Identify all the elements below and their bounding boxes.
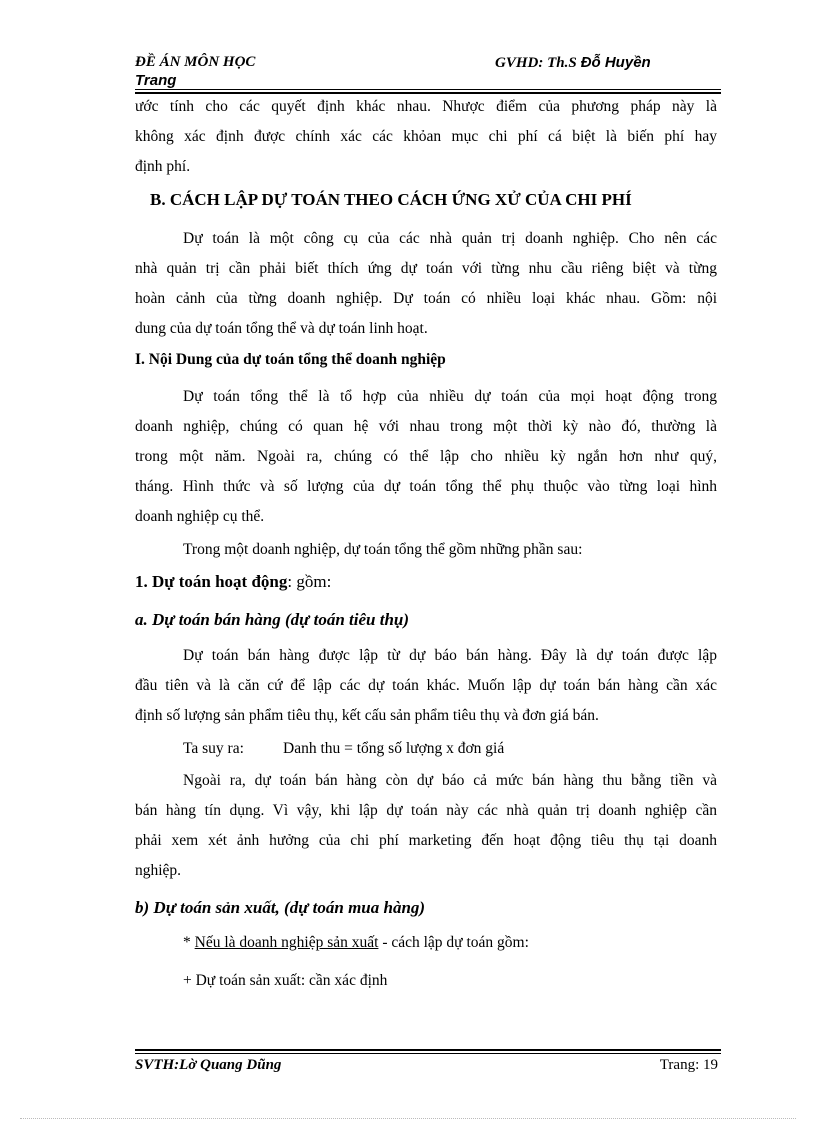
section-b-title: B. CÁCH LẬP DỰ TOÁN THEO CÁCH ỨNG XỬ CỦA CHI PHÍ — [150, 190, 632, 209]
header-advisor-name: Đỗ Huyền — [580, 54, 651, 71]
section-i-title: I. Nội Dung của dự toán tổng thể doanh nghiệp — [135, 351, 446, 368]
bullet-plus: + Dự toán sản xuất: cần xác định — [183, 972, 388, 989]
formula: Danh thu = tổng số lượng x đơn giá — [283, 740, 505, 757]
para-b-line-4: dung của dự toán tổng thể và dự toán linh hoạt. — [135, 320, 428, 337]
para-b-line-1: Dự toán là một công cụ của các nhà quản trị doanh nghiệp. Cho nên các — [183, 230, 717, 247]
intro-line-3: định phí. — [135, 158, 191, 175]
para-a2-line-2: bán hàng tín dụng. Vì vậy, khi lập dự toán này các nhà quản trị doanh nghiệp cần — [135, 802, 717, 819]
intro-line-2: không xác định được chính xác các khỏan mục chi phí cá biệt là biến phí hay — [135, 128, 717, 145]
page-bottom-dotted-border — [20, 1118, 796, 1119]
footer-student: SVTH:Lờ Quang Dũng — [135, 1057, 282, 1073]
para-i-line-1: Dự toán tổng thể là tổ hợp của nhiều dự toán của mọi hoạt động trong — [183, 388, 717, 405]
para-a2-line-4: nghiệp. — [135, 862, 182, 879]
header-advisor — [495, 54, 651, 72]
header-rule-thin — [135, 89, 721, 90]
para-a2-line-3: phải xem xét ảnh hưởng của chi phí marketing đến hoạt động tiêu thụ tại doanh — [135, 832, 717, 849]
para-i-line-5: doanh nghiệp cụ thể. — [135, 508, 265, 525]
bullet-star-underlined: Nếu là doanh nghiệp sản xuất — [194, 934, 379, 951]
section-1-title-bold: 1. Dự toán hoạt động — [135, 572, 288, 591]
para-i-line-3: trong một năm. Ngoài ra, chúng có thể lập cho nhiều kỳ ngắn hơn như quý, — [135, 448, 717, 465]
bullet-star-prefix: * — [183, 934, 195, 951]
bullet-star — [183, 928, 717, 958]
para-a-line-3: định số lượng sản phẩm tiêu thụ, kết cấu sản phẩm tiêu thụ và đơn giá bán. — [135, 707, 599, 724]
header-advisor-prefix: GVHD: Th.S — [495, 55, 577, 71]
header-trang: Trang — [135, 72, 177, 89]
para-parts: Trong một doanh nghiệp, dự toán tổng thể gồm những phần sau: — [183, 541, 583, 558]
intro-line-1: ước tính cho các quyết định khác nhau. Nhược điểm của phương pháp này là — [135, 98, 717, 115]
para-i-line-4: tháng. Hình thức và số lượng của dự toán tổng thể phụ thuộc vào từng loại hình — [135, 478, 717, 495]
para-a-line-1: Dự toán bán hàng được lập từ dự báo bán hàng. Đây là dự toán được lập — [183, 647, 717, 664]
section-bb-title: b) Dự toán sản xuất, (dự toán mua hàng) — [135, 898, 426, 917]
para-b-line-2: nhà quản trị cần phải biết thích ứng dự toán với từng nhu cầu riêng biệt và từng — [135, 260, 717, 277]
para-a2-line-1: Ngoài ra, dự toán bán hàng còn dự báo cả mức bán hàng thu bằng tiền và — [183, 772, 717, 789]
section-1-title-rest: : gồm: — [287, 572, 332, 591]
footer-page-number: Trang: 19 — [659, 1057, 718, 1073]
section-1-title — [135, 572, 331, 592]
para-b-line-3: hoàn cảnh của từng doanh nghiệp. Dự toán có nhiều loại khác nhau. Gồm: nội — [135, 290, 717, 307]
section-a-title: a. Dự toán bán hàng (dự toán tiêu thụ) — [135, 610, 410, 629]
footer-rule-thick — [135, 1049, 721, 1051]
formula-label: Ta suy ra: — [183, 740, 244, 757]
header-course: ĐỀ ÁN MÔN HỌC — [135, 54, 256, 70]
para-a-line-2: đầu tiên và là căn cứ để lập các dự toán khác. Muốn lập dự toán bán hàng cần xác — [135, 677, 717, 694]
para-i-line-2: doanh nghiệp, chúng có quan hệ với nhau trong một thời kỳ nào đó, thường là — [135, 418, 717, 435]
bullet-star-rest: - cách lập dự toán gồm: — [378, 934, 529, 951]
footer-rule-thin — [135, 1053, 721, 1054]
